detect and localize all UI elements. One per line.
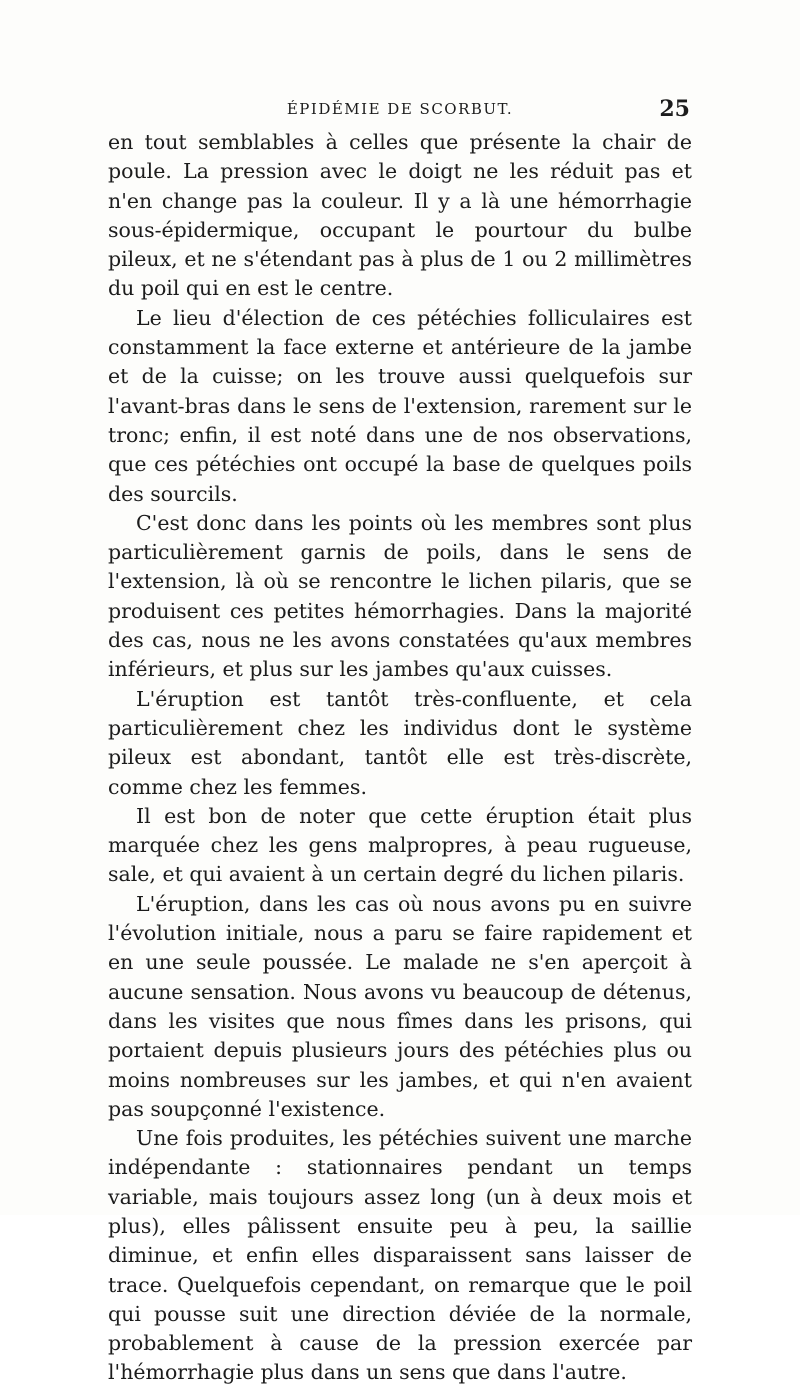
running-head (110, 96, 690, 126)
page-number: 25 (659, 96, 690, 122)
paragraph-eruption-confluente: L'éruption est tantôt très-confluente, et cela particulièrement chez les individus dont le système pileux est abondant, tantôt elle est très-discrète, comme chez les femmes. (108, 686, 692, 799)
paragraph-marche-independante: Une fois produites, les pétéchies suivent une marche indépendante : stationnaires pendant un temps variable, mais toujours assez long (un à deux mois et plus), elles pâlissent ensuite peu à peu, la saillie diminue, et enfin elles disparaissent sans laisser de trace. Quelquefois cependant, on remarque que le poil qui pousse suit une direction déviée de la normale, probablement à cause de la pression exercée par l'hémorrhagie plus dans un sens que dans l'autre. (108, 1126, 692, 1385)
paragraph-points-membres: C'est donc dans les points où les membres sont plus particulièrement garnis de poils, dans le sens de l'extension, là où se rencontre le lichen pilaris, que se produisent ces petites hémorrhagies. Dans la majorité des cas, nous ne les avons constatées qu'aux membres inférieurs, et plus sur les jambes qu'aux cuisses. (108, 510, 692, 682)
running-title: ÉPIDÉMIE DE SCORBUT. (286, 100, 514, 118)
paragraph-continuation: en tout semblables à celles que présente la chair de poule. La pression avec le doigt ne les réduit pas et n'en change pas la couleur. Il y a là une hémorrhagie sous-épidermique, occupant le pourtour du bulbe pileux, et ne s'étendant pas à plus de 1 ou 2 millimètres du poil qui en est le centre. (108, 130, 692, 301)
paragraph-gens-malpropres: Il est bon de noter que cette éruption était plus marquée chez les gens malpropres, à peau rugueuse, sale, et qui avaient à un certain degré du lichen pilaris. (108, 803, 692, 887)
paragraph-evolution-initiale: L'éruption, dans les cas où nous avons pu en suivre l'évolution initiale, nous a paru se faire rapidement et en une seule poussée. Le malade ne s'en aperçoit à aucune sensation. Nous avons vu beaucoup de détenus, dans les visites que nous fîmes dans les prisons, qui portaient depuis plusieurs jours des pétéchies plus ou moins nombreuses sur les jambes, et qui n'en avaient pas soupçonné l'existence. (108, 891, 692, 1121)
body-text (108, 128, 692, 1388)
paragraph-lieu-election: Le lieu d'élection de ces pétéchies folliculaires est constamment la face externe et antérieure de la jambe et de la cuisse; on les trouve aussi quelquefois sur l'avant-bras dans le sens de l'extension, rarement sur le tronc; enfin, il est noté dans une de nos observations, que ces pétéchies ont occupé la base de quelques poils des sourcils. (108, 305, 692, 506)
